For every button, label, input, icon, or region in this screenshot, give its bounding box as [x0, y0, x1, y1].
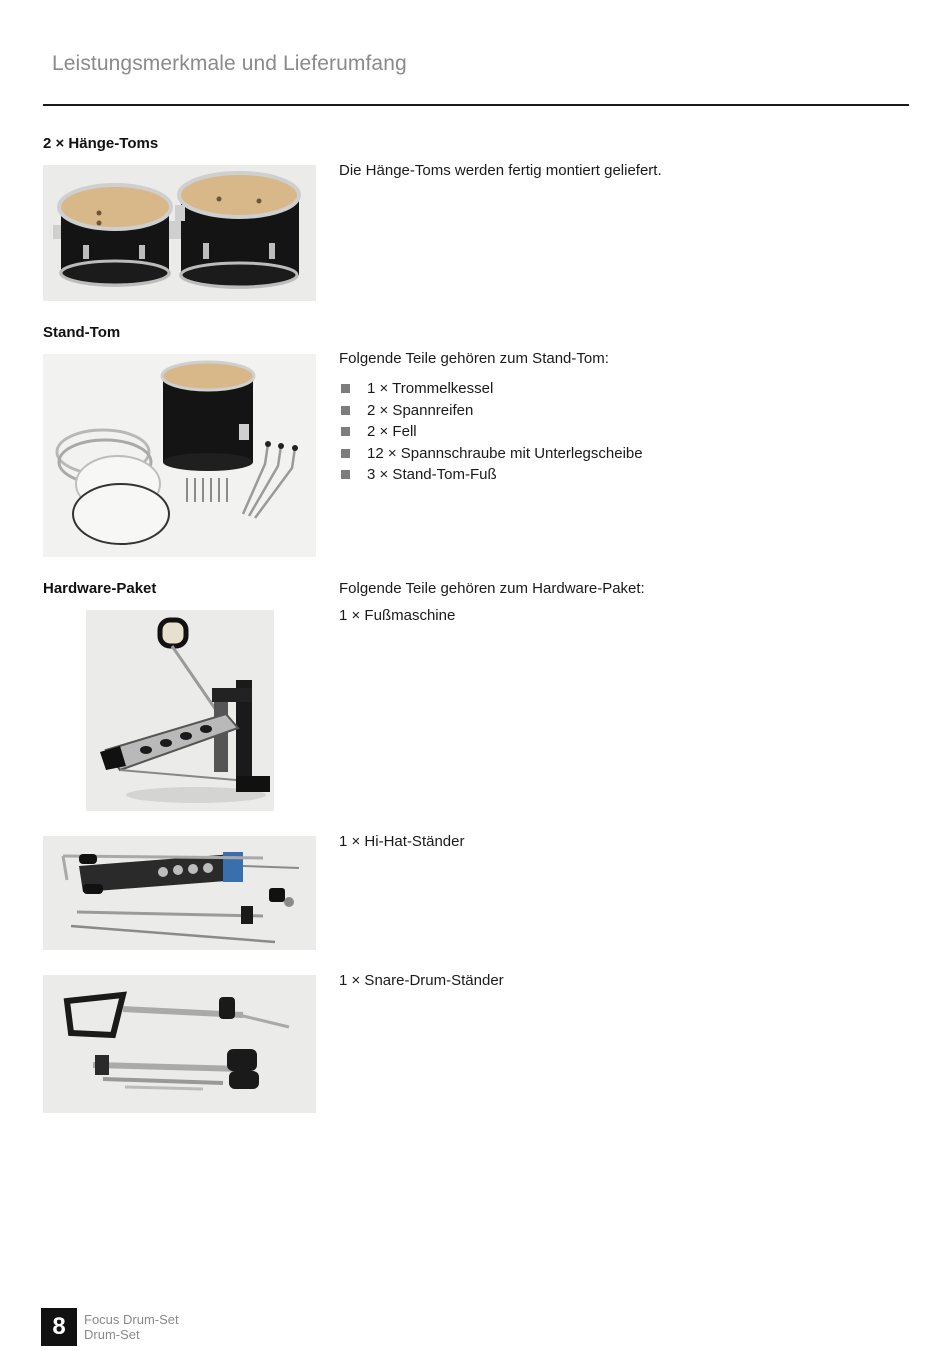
list-item-label: 2 × Spannreifen	[367, 401, 474, 419]
list-item-label: 2 × Fell	[367, 423, 417, 441]
haenge-toms-description: Die Hänge-Toms werden fertig montiert geliefert.	[339, 162, 662, 179]
stand-tom-intro: Folgende Teile gehören zum Stand-Tom:	[339, 350, 609, 367]
photo-haenge-toms	[43, 165, 316, 301]
section-heading-hardware-paket: Hardware-Paket	[43, 580, 157, 597]
section-heading-stand-tom: Stand-Tom	[43, 324, 121, 341]
square-bullet-icon	[341, 470, 350, 479]
square-bullet-icon	[341, 449, 350, 458]
snare-label: 1 × Snare-Drum-Ständer	[339, 972, 504, 989]
footer-product-line-2: Drum-Set	[84, 1327, 140, 1342]
header-divider	[43, 104, 909, 106]
list-item	[339, 378, 643, 400]
square-bullet-icon	[341, 384, 350, 393]
hi-hat-label: 1 × Hi-Hat-Ständer	[339, 833, 465, 850]
photo-stand-tom-parts	[43, 354, 316, 557]
page-number: 8	[52, 1313, 66, 1340]
list-item	[339, 464, 643, 486]
square-bullet-icon	[341, 406, 350, 415]
photo-fussmaschine	[86, 610, 274, 811]
list-item	[339, 421, 643, 443]
page-number-box	[41, 1308, 77, 1346]
fussmaschine-label: 1 × Fußmaschine	[339, 607, 456, 624]
photo-hi-hat-staender	[43, 836, 316, 950]
list-item-label: 12 × Spannschraube mit Unterlegscheibe	[367, 444, 643, 462]
stand-tom-parts-list	[339, 378, 643, 486]
photo-snare-drum-staender	[43, 975, 316, 1113]
list-item-label: 3 × Stand-Tom-Fuß	[367, 466, 497, 484]
list-item	[339, 400, 643, 422]
list-item-label: 1 × Trommelkessel	[367, 380, 494, 397]
list-item	[339, 443, 643, 465]
section-heading-haenge-toms: 2 × Hänge-Toms	[43, 135, 159, 152]
page-header-title: Leistungsmerkmale und Lieferumfang	[52, 52, 407, 75]
footer-product-line-1: Focus Drum-Set	[84, 1312, 179, 1327]
hardware-intro: Folgende Teile gehören zum Hardware-Paket:	[339, 580, 645, 597]
square-bullet-icon	[341, 427, 350, 436]
